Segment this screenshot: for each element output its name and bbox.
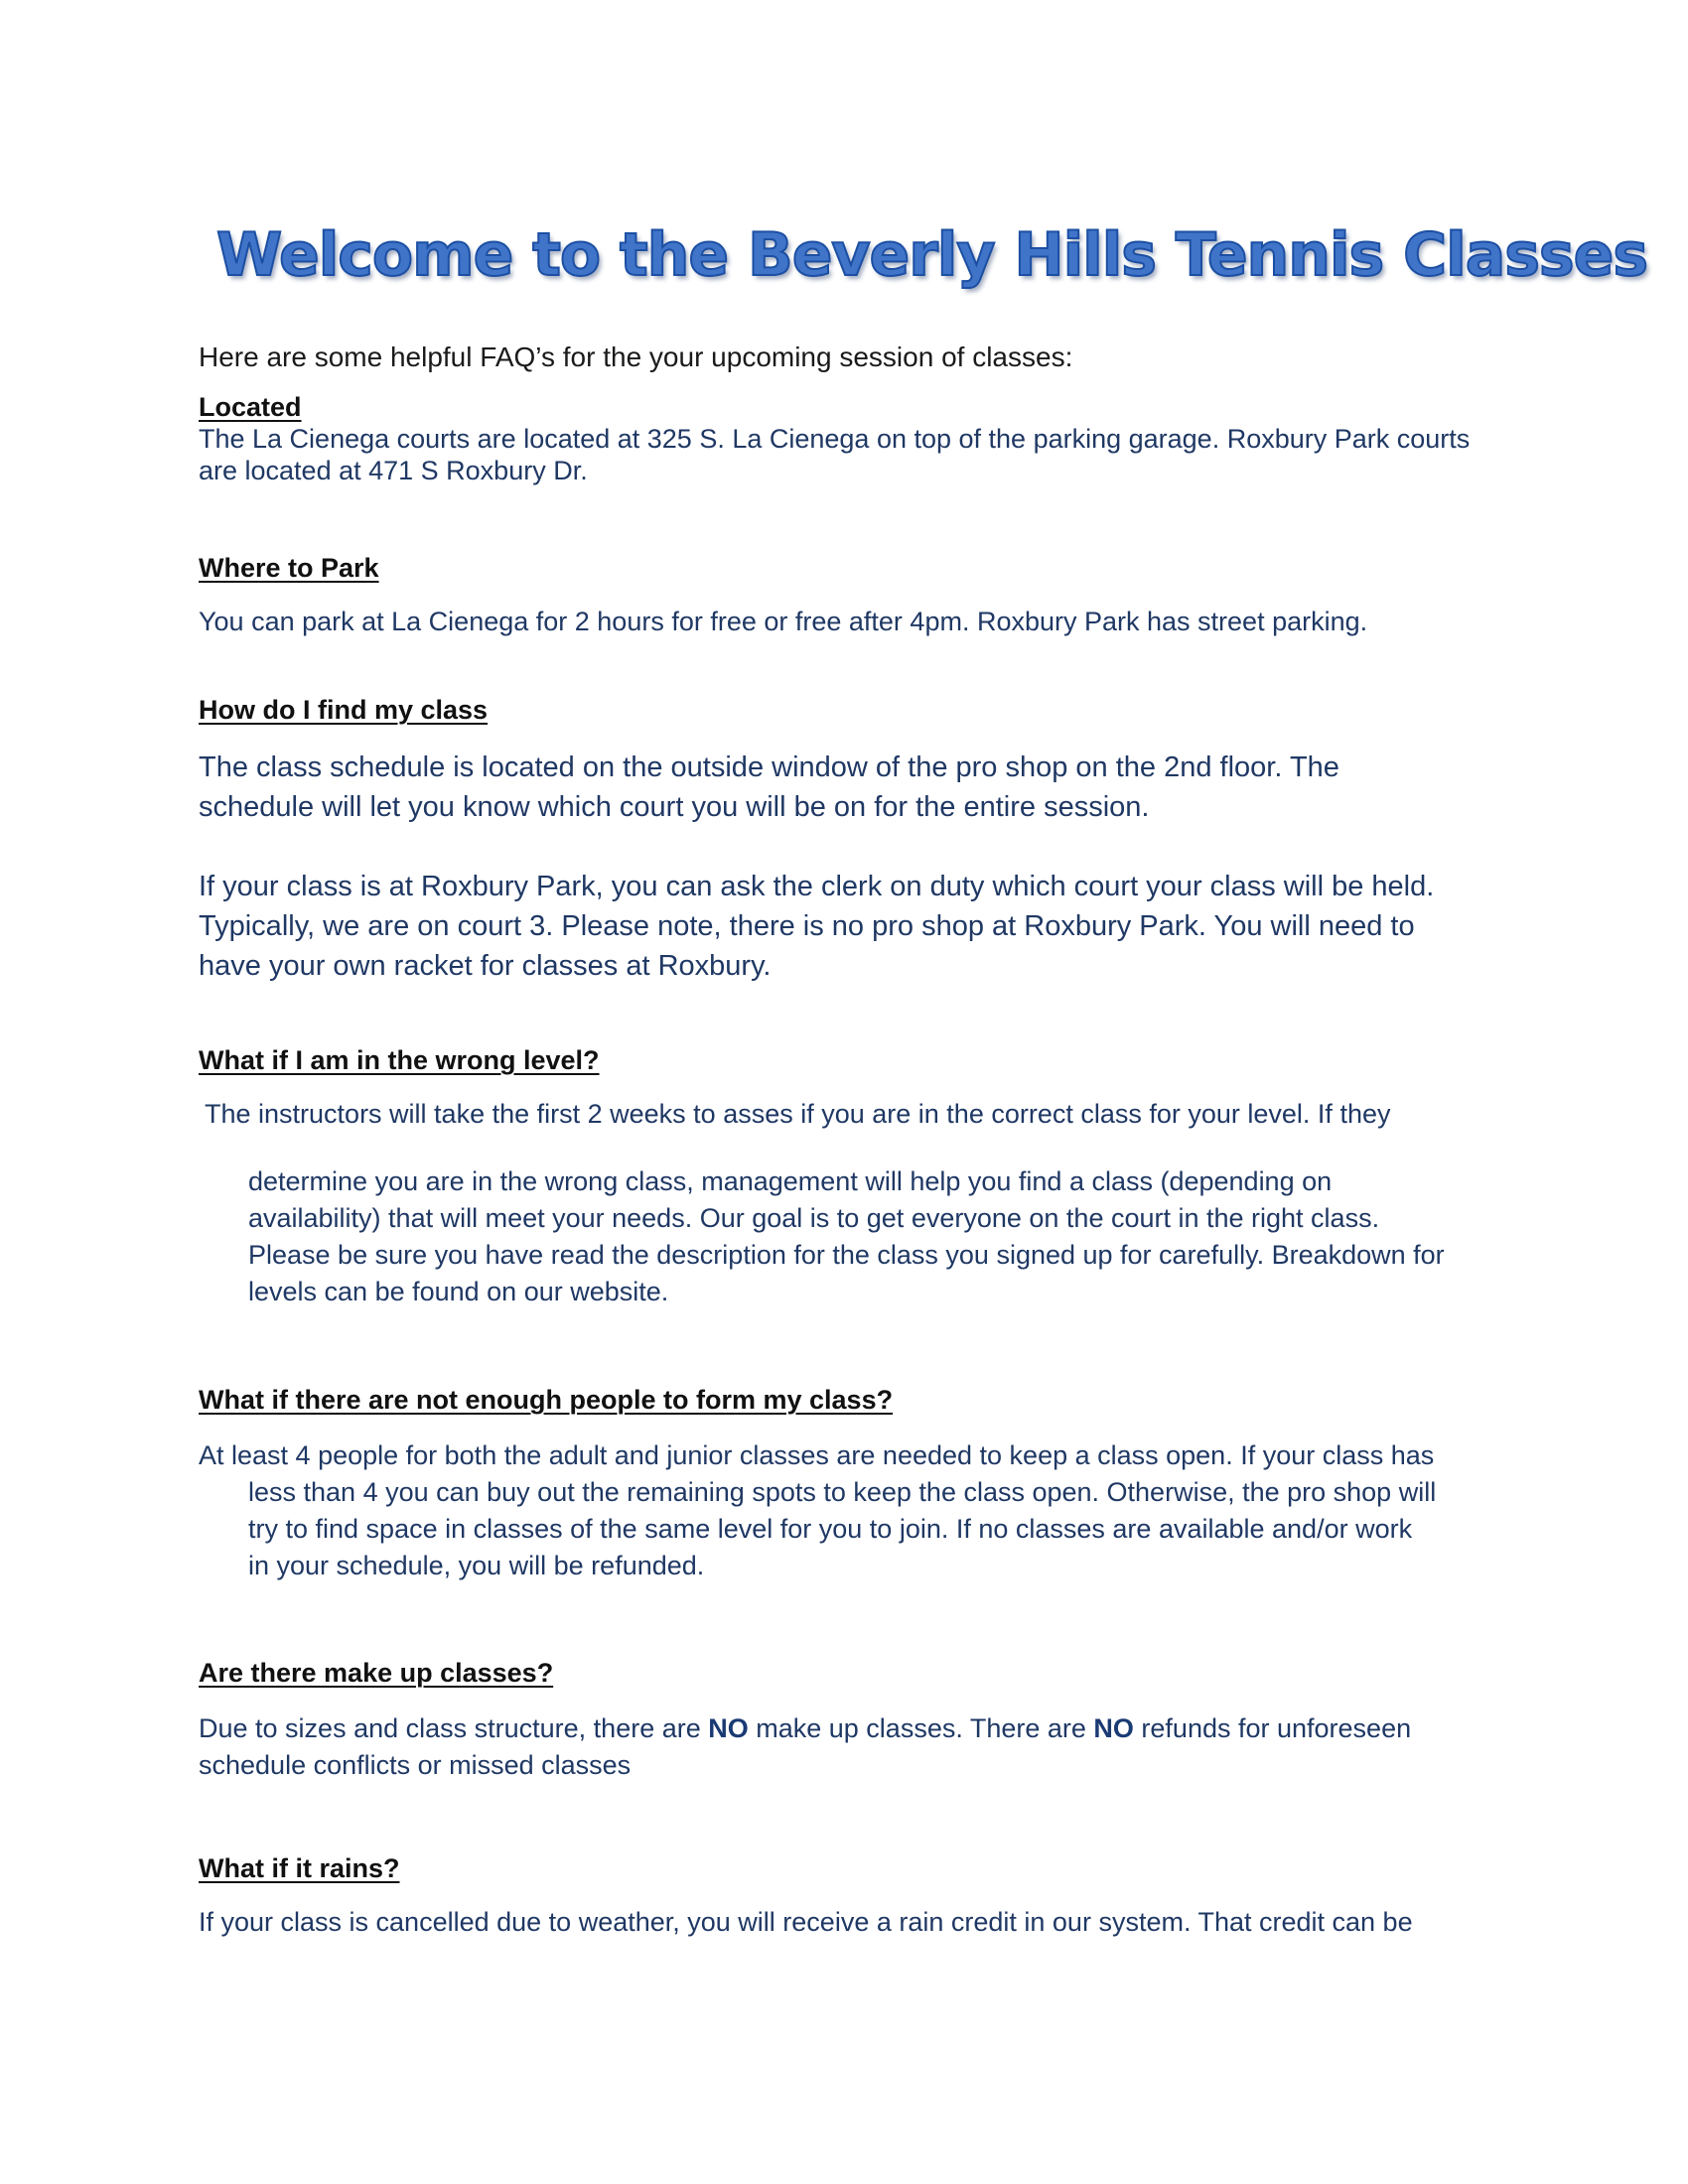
not-enough-line-4: in your schedule, you will be refunded. bbox=[248, 1551, 705, 1580]
makeup-line-1 bbox=[199, 1710, 1489, 1747]
wrong-level-line-4: levels can be found on our website. bbox=[248, 1277, 669, 1306]
not-enough-line-1: At least 4 people for both the adult and junior classes are needed to keep a class open. If your class has bbox=[199, 1440, 1435, 1470]
park-text: You can park at La Cienega for 2 hours for free or free after 4pm. Roxbury Park has street parking. bbox=[199, 607, 1368, 636]
park-heading: Where to Park bbox=[199, 553, 379, 583]
not-enough-line-2: less than 4 you can buy out the remaining spots to keep the class open. Otherwise, the pro shop will bbox=[248, 1477, 1437, 1507]
located-line-2: are located at 471 S Roxbury Dr. bbox=[199, 456, 588, 485]
find-class-p1-line-1: The class schedule is located on the outside window of the pro shop on the 2nd floor. The bbox=[199, 751, 1339, 783]
find-class-p2-line-2: Typically, we are on court 3. Please note, there is no pro shop at Roxbury Park. You will need to bbox=[199, 910, 1415, 942]
makeup-text bbox=[199, 1710, 1489, 1784]
makeup-line-2: schedule conflicts or missed classes bbox=[199, 1750, 632, 1780]
wrong-level-lead: The instructors will take the first 2 weeks to asses if you are in the correct class for your level. If they bbox=[205, 1099, 1391, 1129]
page-title: Welcome to the Beverly Hills Tennis Classes bbox=[216, 220, 1648, 290]
wrong-level-line-2: availability) that will meet your needs. Our goal is to get everyone on the court in the right class. bbox=[248, 1203, 1380, 1233]
rain-text: If your class is cancelled due to weather, you will receive a rain credit in our system. That credit can be bbox=[199, 1907, 1413, 1937]
wrong-level-text bbox=[248, 1163, 1489, 1310]
makeup-heading: Are there make up classes? bbox=[199, 1658, 554, 1688]
makeup-text-part-2: make up classes. There are bbox=[748, 1713, 1094, 1743]
find-class-p2-line-3: have your own racket for classes at Roxbury. bbox=[199, 950, 772, 982]
located-text bbox=[199, 423, 1489, 486]
not-enough-text bbox=[199, 1437, 1489, 1584]
wrong-level-line-3: Please be sure you have read the description for the class you signed up for carefully. Breakdown for bbox=[248, 1240, 1445, 1270]
find-class-p2-line-1: If your class is at Roxbury Park, you can ask the clerk on duty which court your class will be held. bbox=[199, 871, 1435, 902]
rain-heading: What if it rains? bbox=[199, 1853, 400, 1883]
refund-no-emphasis: NO bbox=[1093, 1713, 1134, 1743]
located-heading: Located bbox=[199, 392, 302, 422]
makeup-text-part-1: Due to sizes and class structure, there are bbox=[199, 1713, 709, 1743]
find-class-p1-line-2: schedule will let you know which court you will be on for the entire session. bbox=[199, 791, 1150, 823]
find-class-paragraph-2 bbox=[199, 867, 1489, 986]
wrong-level-line-1: determine you are in the wrong class, management will help you find a class (depending on bbox=[248, 1166, 1333, 1196]
makeup-no-emphasis: NO bbox=[708, 1713, 749, 1743]
find-class-heading: How do I find my class bbox=[199, 695, 489, 725]
not-enough-line-3: try to find space in classes of the same level for you to join. If no classes are available and/or work bbox=[248, 1514, 1413, 1544]
wrong-level-heading: What if I am in the wrong level? bbox=[199, 1045, 600, 1075]
located-line-1: The La Cienega courts are located at 325 S. La Cienega on top of the parking garage. Roxbury Park courts bbox=[199, 424, 1471, 454]
intro-text: Here are some helpful FAQ’s for the your upcoming session of classes: bbox=[199, 341, 1073, 372]
not-enough-heading: What if there are not enough people to form my class? bbox=[199, 1385, 894, 1415]
find-class-paragraph-1 bbox=[199, 748, 1489, 827]
makeup-text-part-3: refunds for unforeseen bbox=[1133, 1713, 1412, 1743]
